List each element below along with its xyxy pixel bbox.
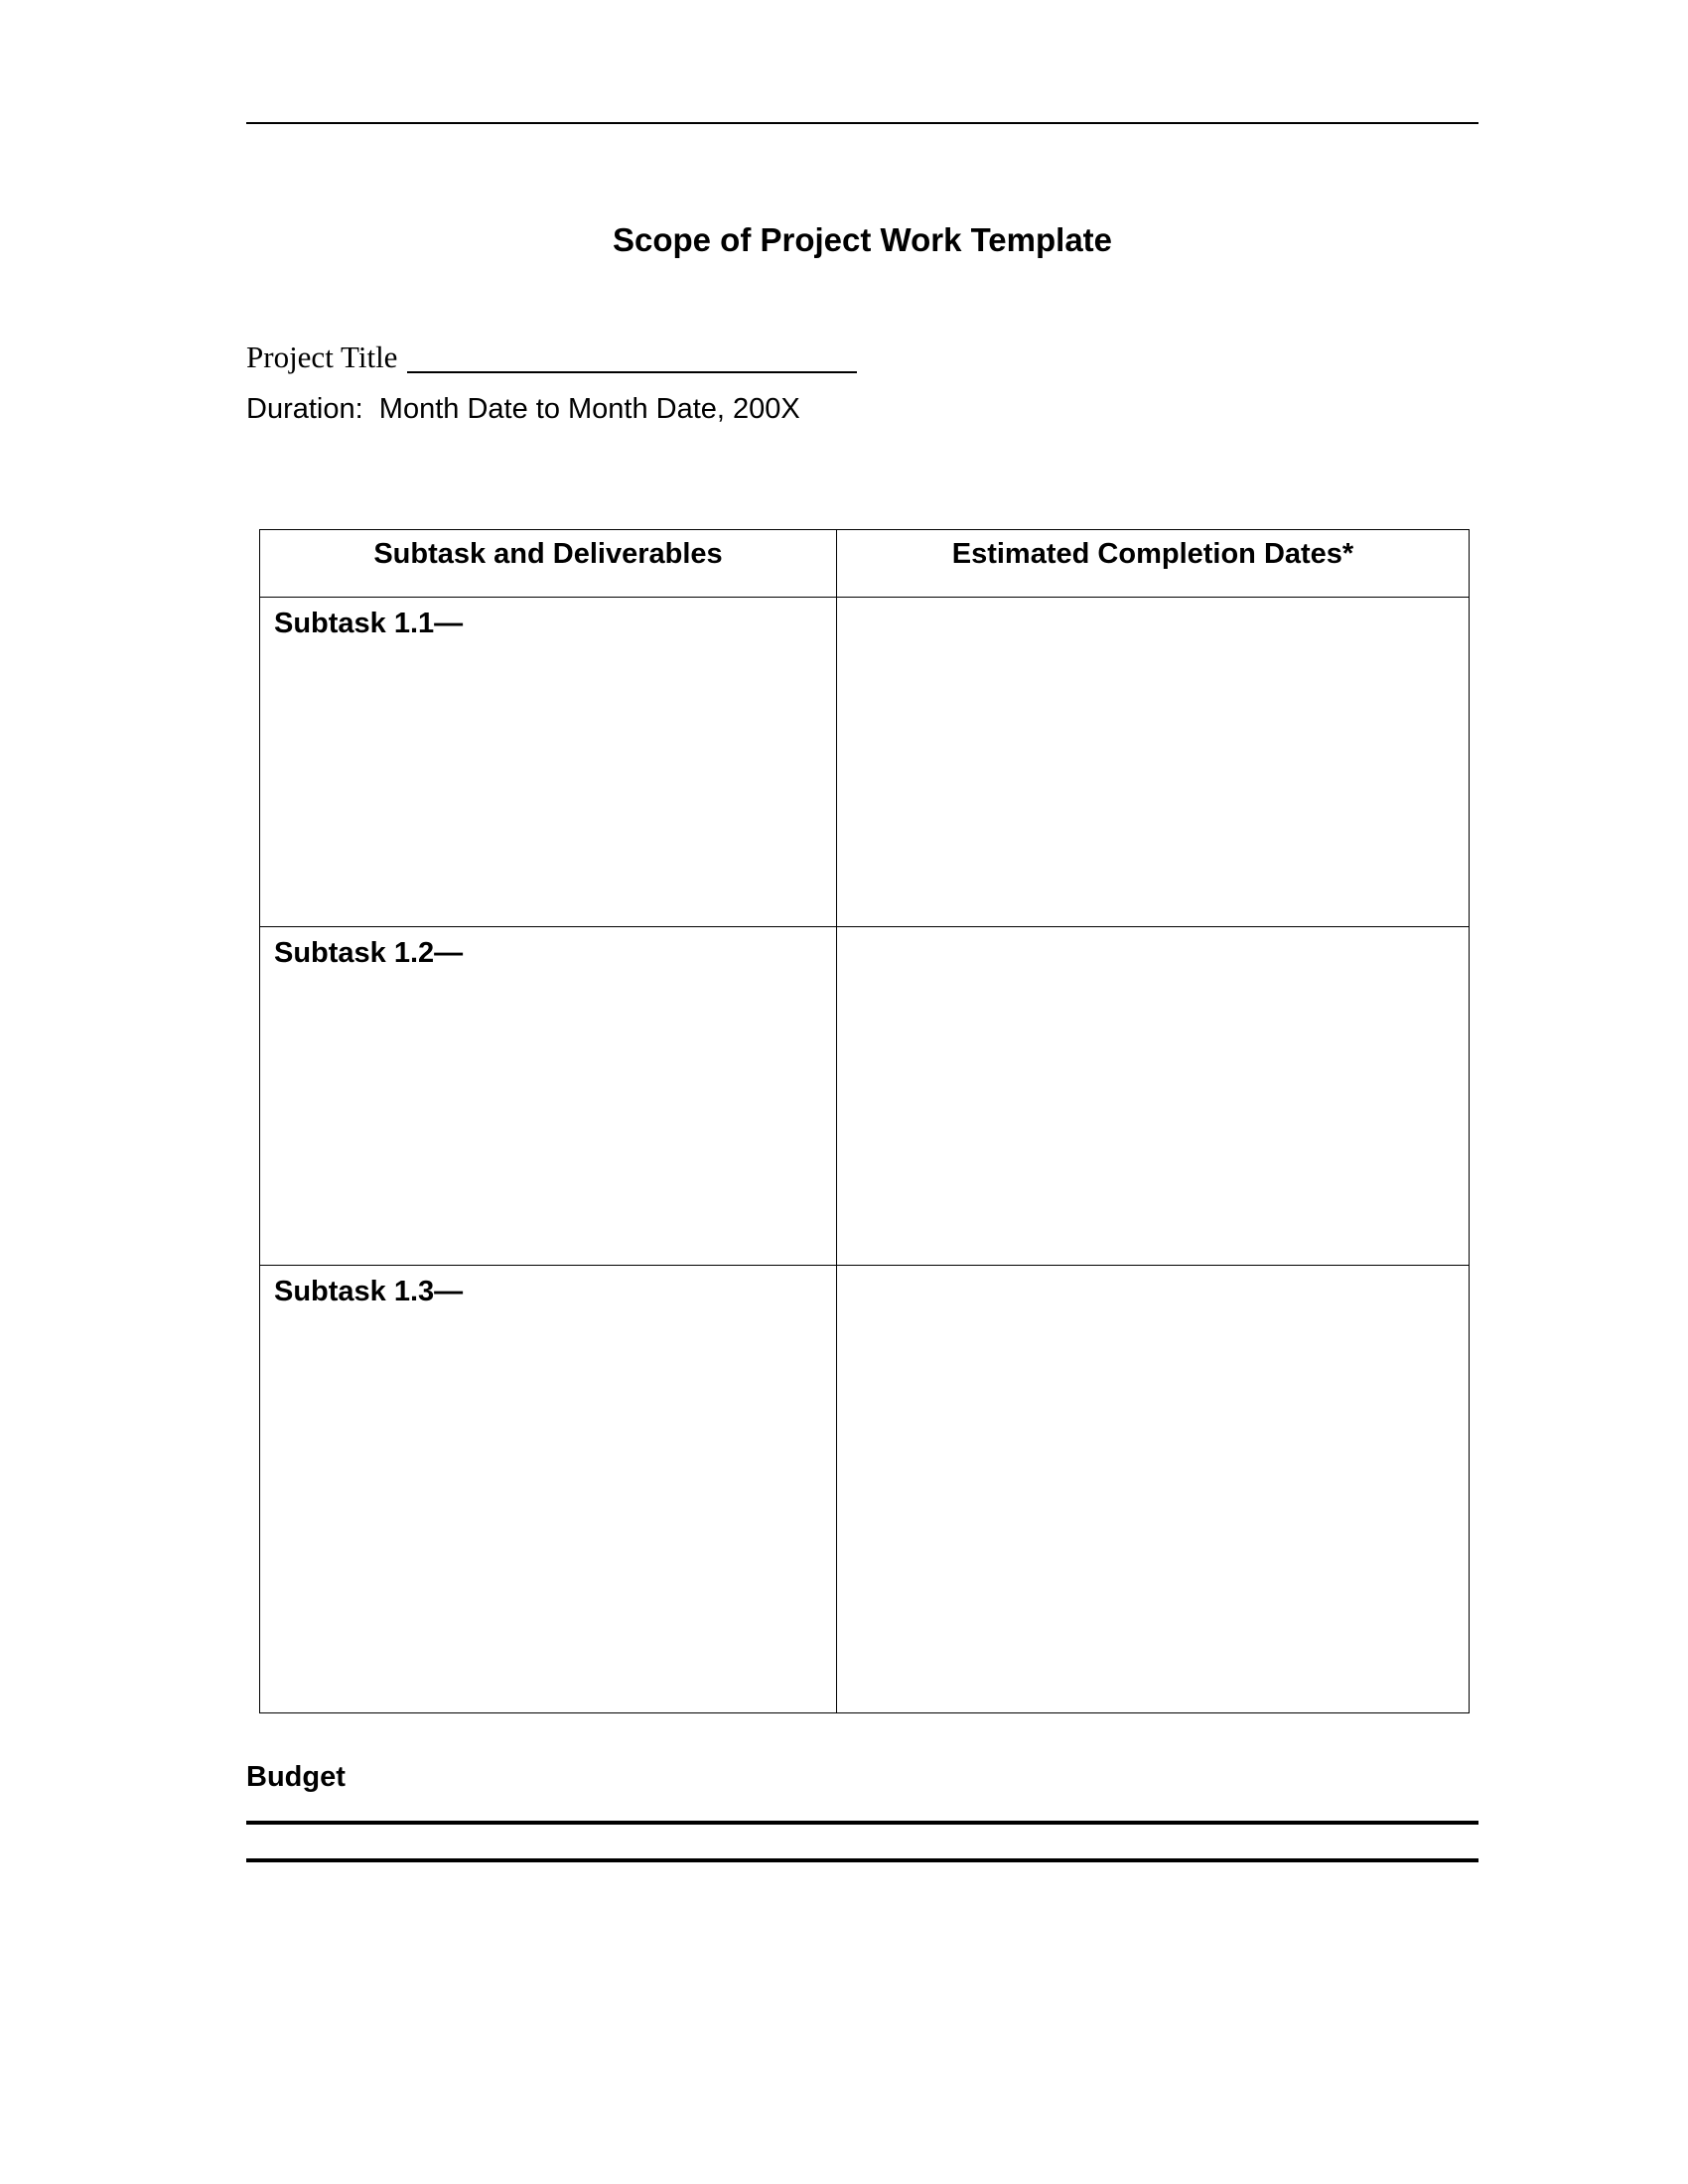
subtask-label: Subtask 1.3— — [274, 1276, 464, 1307]
header-estimated-completion-dates: Estimated Completion Dates* — [837, 530, 1470, 598]
document-title: Scope of Project Work Template — [612, 221, 1113, 258]
project-title-label: Project Title — [246, 340, 398, 374]
table-row — [260, 598, 1470, 927]
duration-text: Duration: Month Date to Month Date, 200X — [246, 393, 800, 425]
completion-date-cell — [837, 1266, 1470, 1713]
table-header-row — [260, 530, 1470, 598]
subtask-cell — [260, 598, 837, 927]
subtask-cell — [260, 927, 837, 1266]
scope-table — [259, 529, 1470, 1713]
completion-date-cell — [837, 598, 1470, 927]
subtask-label: Subtask 1.1— — [274, 608, 464, 639]
table-row — [260, 1266, 1470, 1713]
header-subtask-deliverables: Subtask and Deliverables — [260, 530, 837, 598]
subtask-label: Subtask 1.2— — [274, 937, 464, 969]
top-divider — [246, 122, 1478, 124]
budget-line — [246, 1858, 1478, 1862]
budget-line — [246, 1821, 1478, 1825]
budget-heading: Budget — [246, 1761, 346, 1793]
project-title-blank-line — [407, 371, 857, 373]
table-row — [260, 927, 1470, 1266]
subtask-cell — [260, 1266, 837, 1713]
completion-date-cell — [837, 927, 1470, 1266]
